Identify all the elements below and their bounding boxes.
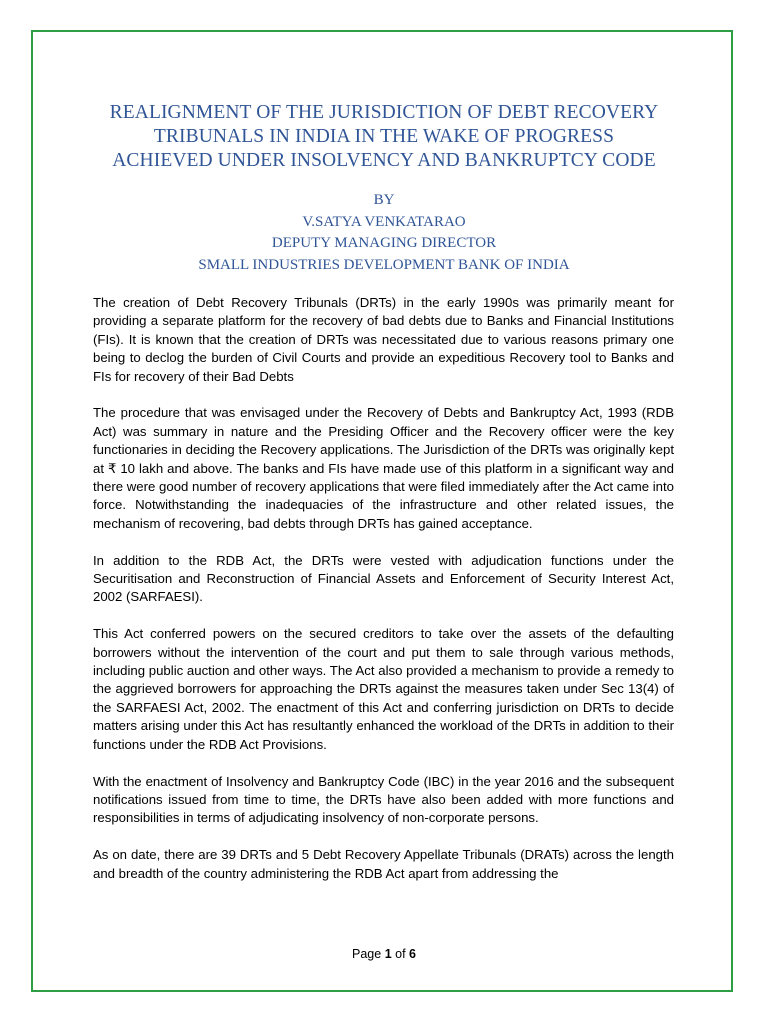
title-line: TRIBUNALS IN INDIA IN THE WAKE OF PROGRESS (153, 126, 615, 147)
page-word: Page (352, 947, 382, 961)
by-label: BY (373, 192, 395, 208)
title-line: REALIGNMENT OF THE JURISDICTION OF DEBT RECOVERY (109, 102, 659, 123)
paragraph: This Act conferred powers on the secured creditors to take over the assets of the defaulting borrowers without the intervention of the court and put them to sale through various methods, including public auction and other ways. The Act also provided a mechanism to provide a remedy to the aggrieved borrowers for approaching the DRTs against the measures taken under Sec 13(4) of the SARFAESI Act, 2002. The enactment of this Act and conferring jurisdiction on DRTs to decide matters arising under this Act has resultantly enhanced the workload of the DRTs in addition to their functions under the RDB Act Provisions. (93, 626, 674, 752)
of-word: of (395, 947, 406, 961)
title-line: ACHIEVED UNDER INSOLVENCY AND BANKRUPTCY CODE (112, 150, 656, 171)
paragraph: With the enactment of Insolvency and Bankruptcy Code (IBC) in the year 2016 and the subsequent notifications issued from time to time, the DRTs have also been added with more functions and responsibilities in terms of adjudicating insolvency of non-corporate persons. (93, 773, 674, 826)
page-number (0, 947, 768, 961)
current-page: 1 (384, 947, 392, 961)
paragraph: In addition to the RDB Act, the DRTs were vested with adjudication functions under the Securitisation and Reconstruction of Financial Assets and Enforcement of Security Interest Act, 2002 (SARFAESI). (93, 552, 674, 605)
author-block (60, 190, 708, 276)
paragraph: The creation of Debt Recovery Tribunals (DRTs) in the early 1990s was primarily meant for providing a separate platform for the recovery of bad debts due to Banks and Financial Institutions (FIs). It is known that the creation of DRTs was necessitated due to various reasons primary one being to declog the burden of Civil Courts and provide an expeditious Recovery tool to Banks and FIs for recovery of their Bad Debts (93, 295, 674, 384)
author-designation: DEPUTY MANAGING DIRECTOR (271, 235, 497, 251)
document-body (93, 294, 674, 901)
total-pages: 6 (409, 947, 416, 961)
paragraph: As on date, there are 39 DRTs and 5 Debt Recovery Appellate Tribunals (DRATs) across the length and breadth of the country administering the RDB Act apart from addressing the (93, 847, 674, 881)
author-organization: SMALL INDUSTRIES DEVELOPMENT BANK OF INDIA (198, 256, 570, 273)
document-title (60, 101, 708, 173)
author-name: V.SATYA VENKATARAO (302, 213, 466, 230)
paragraph: The procedure that was envisaged under the Recovery of Debts and Bankruptcy Act, 1993 (RDB Act) was summary in nature and the Presiding Officer and the Recovery officer were the key functionaries in deciding the Recovery applications. The Jurisdiction of the DRTs was originally kept at ₹ 10 lakh and above. The banks and FIs have made use of this platform in a significant way and there were good number of recovery applications that were filed immediately after the Act came into force. Notwithstanding the inadequacies of the infrastructure and other related issues, the mechanism of recovering, bad debts through DRTs has gained acceptance. (93, 405, 674, 531)
